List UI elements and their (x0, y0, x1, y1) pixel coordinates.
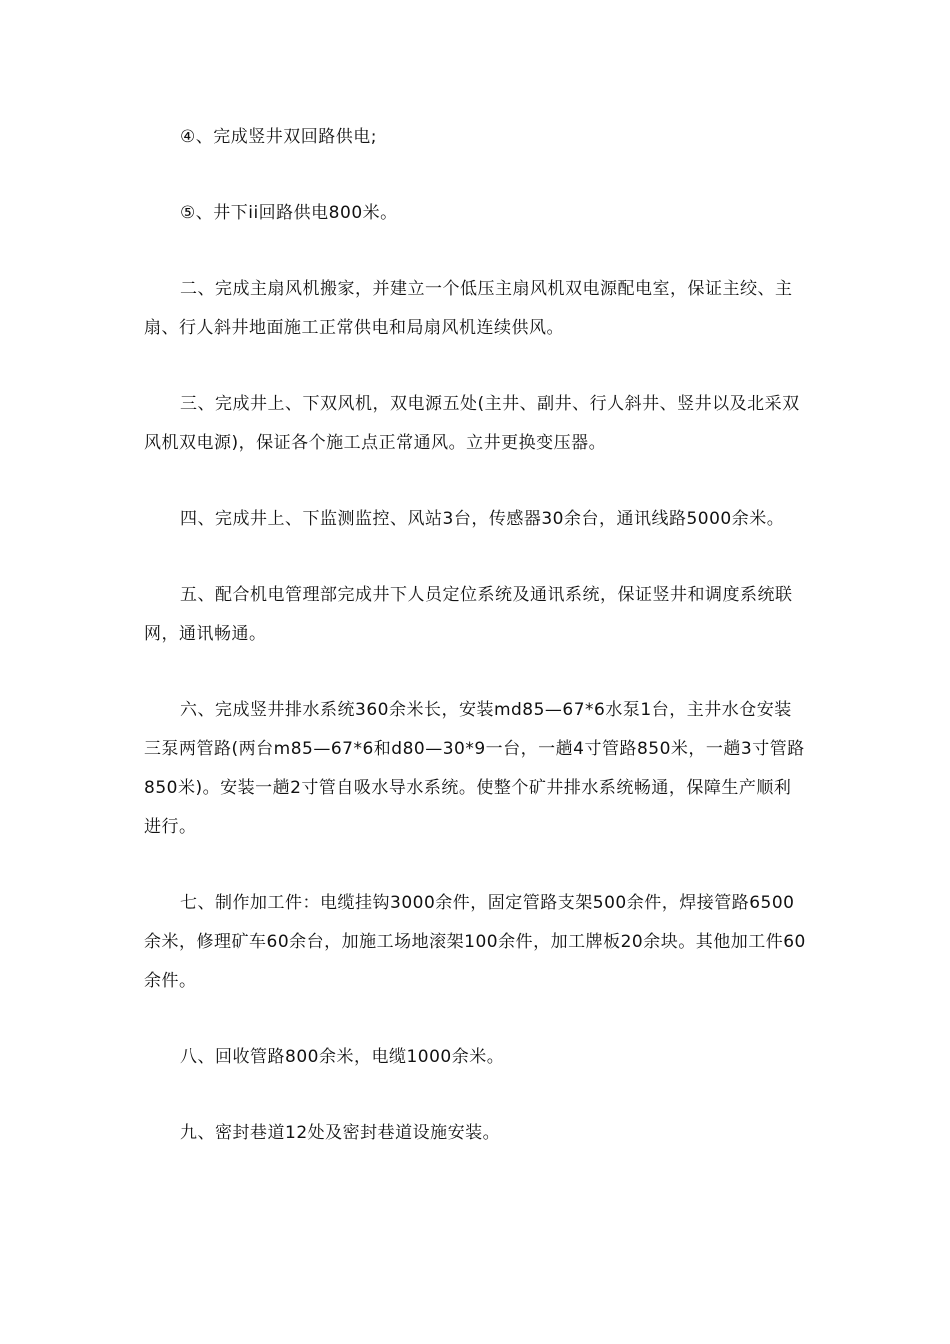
paragraph-gap (144, 1077, 806, 1114)
paragraph-gap (144, 654, 806, 691)
paragraph-item-4: ④、完成竖井双回路供电; (180, 127, 377, 147)
document-body (144, 118, 806, 1153)
paragraph-section-8: 八、回收管路800余米，电缆1000余米。 (180, 1047, 505, 1067)
paragraph-section-9: 九、密封巷道12处及密封巷道设施安装。 (180, 1123, 501, 1143)
paragraph-section-4: 四、完成井上、下监测监控、风站3台，传感器30余台，通讯线路5000余米。 (180, 509, 785, 529)
paragraph-gap (144, 1001, 806, 1038)
paragraph-section-3: 三、完成井上、下双风机，双电源五处(主井、副井、行人斜井、竖井以及北采双风机双电源)，保证各个施工点正常通风。立井更换变压器。 (144, 394, 800, 453)
paragraph-gap (144, 348, 806, 385)
paragraph-gap (144, 463, 806, 500)
paragraph-gap (144, 539, 806, 576)
paragraph-section-6: 六、完成竖井排水系统360余米长，安装md85—67*6水泵1台，主井水仓安装三泵两管路(两台m85—67*6和d80—30*9一台，一趟4寸管路850米，一趟3寸管路850米)。安装一趟2寸管自吸水导水系统。使整个矿井排水系统畅通，保障生产顺利进行。 (144, 700, 805, 837)
paragraph-gap (144, 233, 806, 270)
paragraph-gap (144, 157, 806, 194)
paragraph-item-5: ⑤、井下ii回路供电800米。 (180, 203, 398, 223)
paragraph-gap (144, 847, 806, 884)
paragraph-section-5: 五、配合机电管理部完成井下人员定位系统及通讯系统，保证竖井和调度系统联网，通讯畅通。 (144, 585, 793, 644)
paragraph-section-2: 二、完成主扇风机搬家，并建立一个低压主扇风机双电源配电室，保证主绞、主扇、行人斜井地面施工正常供电和局扇风机连续供风。 (144, 279, 793, 338)
paragraph-section-7: 七、制作加工件：电缆挂钩3000余件，固定管路支架500余件，焊接管路6500余米，修理矿车60余台，加施工场地滚架100余件，加工牌板20余块。其他加工件60余件。 (144, 893, 806, 991)
